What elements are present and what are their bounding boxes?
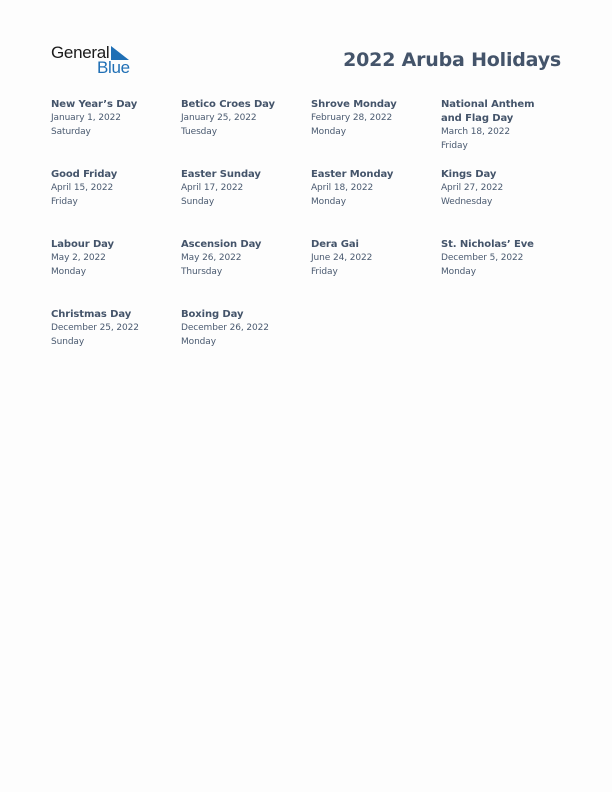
holiday-name: Shrove Monday xyxy=(311,99,397,110)
holiday-date: April 17, 2022 xyxy=(181,183,244,193)
logo-text-general: General xyxy=(51,43,110,62)
holiday-weekday: Monday xyxy=(181,336,216,347)
page-title: 2022 Aruba Holidays xyxy=(343,49,561,71)
holiday-item xyxy=(51,98,181,168)
holiday-weekday: Sunday xyxy=(181,196,215,207)
holiday-date: December 26, 2022 xyxy=(181,323,269,333)
holiday-name: Ascension Day xyxy=(181,239,262,250)
holiday-item xyxy=(181,168,311,238)
holiday-item xyxy=(311,98,441,168)
holiday-name: Boxing Day xyxy=(181,309,244,320)
holiday-date: April 15, 2022 xyxy=(51,183,114,193)
holiday-name: Easter Sunday xyxy=(181,169,261,180)
holiday-item xyxy=(51,308,181,378)
holiday-date: June 24, 2022 xyxy=(311,253,373,263)
holiday-name: Easter Monday xyxy=(311,169,394,180)
holiday-date: May 2, 2022 xyxy=(51,253,106,263)
holiday-item xyxy=(441,98,571,168)
holiday-weekday: Monday xyxy=(311,196,346,207)
logo-text-blue: Blue xyxy=(97,58,130,77)
holiday-date: December 5, 2022 xyxy=(441,253,524,263)
holiday-grid xyxy=(51,98,571,378)
holiday-item xyxy=(181,238,311,308)
holiday-weekday: Friday xyxy=(51,196,78,207)
holiday-item xyxy=(181,308,311,378)
holiday-date: January 1, 2022 xyxy=(51,113,121,123)
holiday-item xyxy=(441,168,571,238)
holiday-date: May 26, 2022 xyxy=(181,253,242,263)
holiday-name: Christmas Day xyxy=(51,309,132,320)
holiday-name: National Anthem and Flag Day xyxy=(441,99,535,124)
holiday-weekday: Monday xyxy=(441,266,476,277)
holiday-date: March 18, 2022 xyxy=(441,127,510,137)
holiday-name: Dera Gai xyxy=(311,239,359,250)
holiday-weekday: Tuesday xyxy=(181,126,217,137)
holiday-weekday: Saturday xyxy=(51,126,91,137)
holiday-item xyxy=(311,168,441,238)
holiday-weekday: Monday xyxy=(311,126,346,137)
holiday-item xyxy=(51,238,181,308)
holiday-weekday: Sunday xyxy=(51,336,85,347)
generalblue-logo xyxy=(51,44,141,78)
holiday-name: St. Nicholas’ Eve xyxy=(441,239,534,250)
holiday-date: April 18, 2022 xyxy=(311,183,374,193)
holiday-weekday: Monday xyxy=(51,266,86,277)
holiday-date: December 25, 2022 xyxy=(51,323,139,333)
holiday-item xyxy=(51,168,181,238)
holiday-name: Kings Day xyxy=(441,169,497,180)
holiday-name: Betico Croes Day xyxy=(181,99,275,110)
holiday-name: New Year’s Day xyxy=(51,99,138,110)
holiday-weekday: Wednesday xyxy=(441,196,493,207)
holiday-date: April 27, 2022 xyxy=(441,183,504,193)
holiday-date: February 28, 2022 xyxy=(311,113,393,123)
holiday-item xyxy=(181,98,311,168)
holiday-name: Labour Day xyxy=(51,239,114,250)
holiday-weekday: Friday xyxy=(311,266,338,277)
holiday-weekday: Thursday xyxy=(181,266,223,277)
holiday-weekday: Friday xyxy=(441,140,468,151)
holiday-item xyxy=(311,238,441,308)
holiday-name: Good Friday xyxy=(51,169,118,180)
holiday-date: January 25, 2022 xyxy=(181,113,257,123)
holiday-item xyxy=(441,238,571,308)
